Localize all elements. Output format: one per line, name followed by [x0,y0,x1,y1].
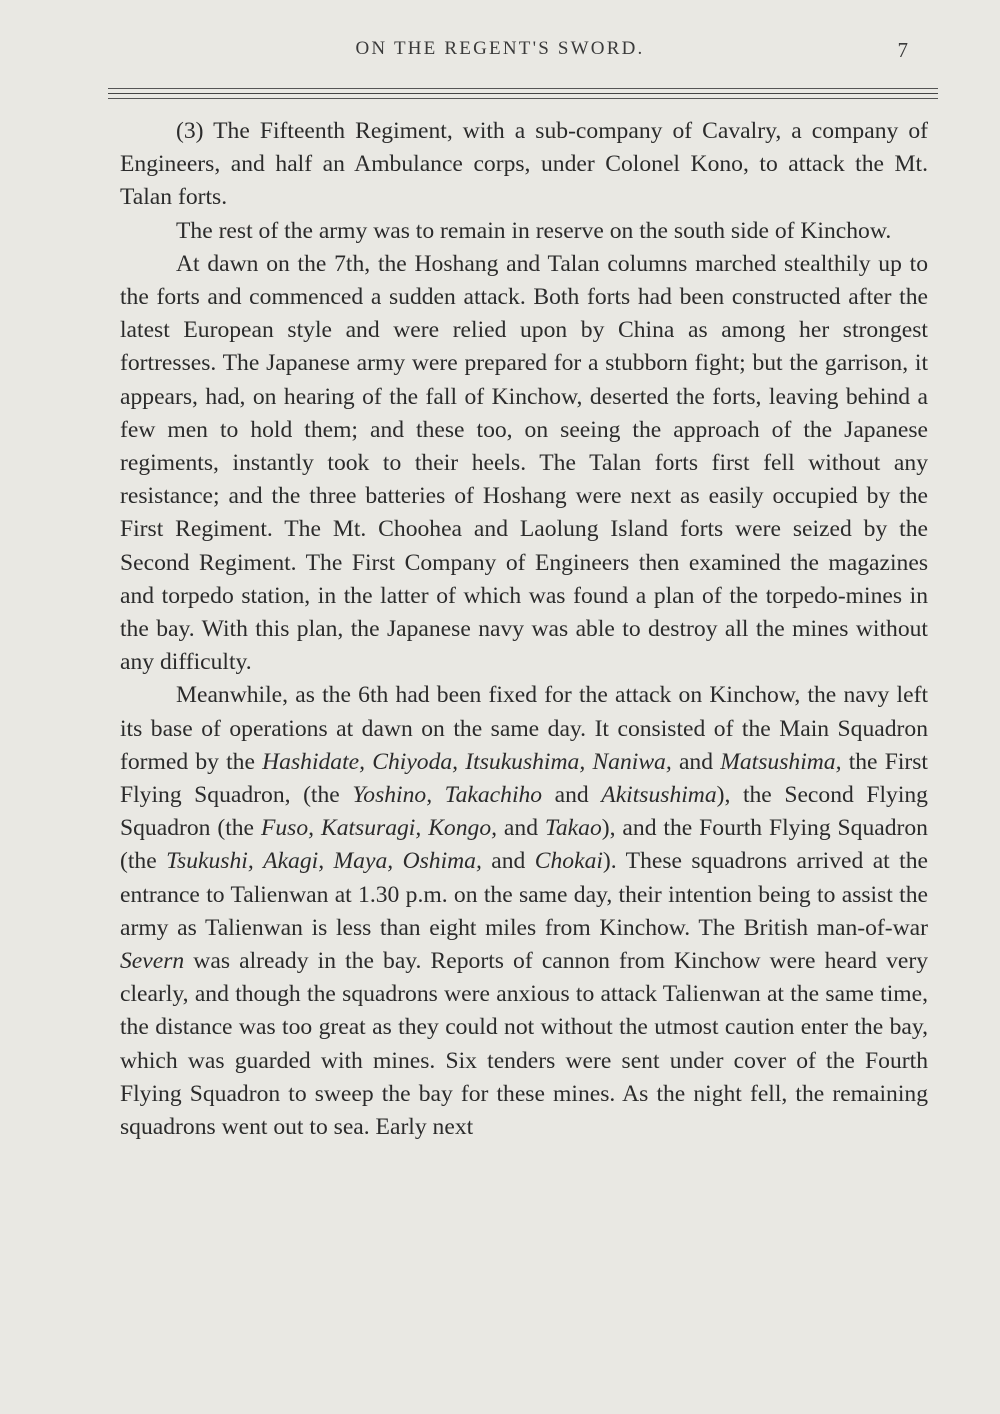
paragraph-text: Meanwhile, as the 6th had been fixed for the attack on Kinchow, the navy left its base of operations at dawn on the same day. It consisted of the Main Squadron formed by the [120,682,928,775]
ship-name: Oshima, [402,848,482,875]
ship-name: Maya, [333,848,394,875]
ship-name: Naniwa, [592,748,672,775]
paragraph-text: and [542,782,602,809]
ship-name: Matsushima, [720,748,842,775]
paragraph-text: ), and the Fourth Flying Squadron (the [120,815,928,875]
paragraph-regiment-orders: (3) The Fifteenth Regiment, with a sub-company of Cavalry, a company of Engineers, and half an Ambulance corps, under Colonel Kono, to attack the Mt. Talan forts. [120,118,928,211]
ship-name: Hashidate, [262,748,366,775]
paragraph-text: and [671,748,721,775]
ship-name: Akagi, [263,848,325,875]
ship-name: Chiyoda, [372,748,459,775]
ship-name: Takao [544,815,602,842]
ship-name: Yoshino, [352,782,433,809]
paragraph-navy [120,679,928,1144]
paragraph-text [254,848,263,874]
header-rule-middle [108,93,938,94]
paragraph-text: and [481,848,535,875]
header-rule-bottom [108,98,938,99]
paragraph-text [314,815,321,841]
paragraph-text: and [497,815,545,842]
ship-name: Katsuragi, [320,815,422,842]
ship-name: Tsukushi, [166,848,254,875]
ship-name: Chokai [534,848,603,875]
ship-name: Takachiho [444,782,543,809]
paragraph-text: the First Flying Squadron, (the [120,748,928,809]
ship-name: Itsukushima, [465,748,586,775]
paragraph-text: ), the Second Flying Squadron (the [120,782,928,842]
paragraph-reserve: The rest of the army was to remain in reserve on the south side of Kinchow. [176,217,892,244]
body-text [120,115,928,1144]
paragraph-text [432,782,445,808]
page-number: 7 [897,38,908,62]
ship-name: Severn [120,948,185,975]
paragraph-text: ). These squadrons arrived at the entrance to Talienwan at 1.30 p.m. on the same day, their intention being to assist the army as Talienwan is less than eight miles from Kinchow. The British man-of-war [120,848,928,941]
paragraph-text: was already in the bay. Reports of cannon from Kinchow were heard very clearly, and though the squadrons were anxious to attack Talienwan at the same time, the distance was too great as they could not without the utmost caution enter the bay, which was guarded with mines. Six tenders were sent under cover of the Fourth Flying Squadron to sweep the bay for these mines. As the night fell, the remaining squadrons went out to sea. Early next [120,948,928,1141]
ship-name: Fuso, [260,815,315,842]
running-title: ON THE REGENT'S SWORD. [355,38,645,59]
header-rule-top [108,88,938,89]
running-head [0,38,1000,68]
paragraph-text [324,848,333,874]
ship-name: Akitsushima [601,782,717,809]
ship-name: Kongo, [428,815,498,842]
paragraph-text [393,848,402,874]
paragraph-forts-attack: At dawn on the 7th, the Hoshang and Talan columns marched stealthily up to the forts and commenced a sudden attack. Both forts had been constructed after the latest European style and were relied upon by China as among her strongest fortresses. The Japanese army were prepared for a stubborn fight; but the garrison, it appears, had, on hearing of the fall of Kinchow, deserted the forts, leaving behind a few men to hold them; and these too, on seeing the approach of the Japanese regiments, instantly took to their heels. The Talan forts first fell without any resistance; and the three batteries of Hoshang were next as easily occupied by the First Regiment. The Mt. Choohea and Laolung Island forts were seized by the Second Regiment. The First Company of Engineers then examined the magazines and torpedo station, in the latter of which was found a plan of the torpedo-mines in the bay. With this plan, the Japanese navy was able to destroy all the mines without any difficulty. [120,250,928,676]
